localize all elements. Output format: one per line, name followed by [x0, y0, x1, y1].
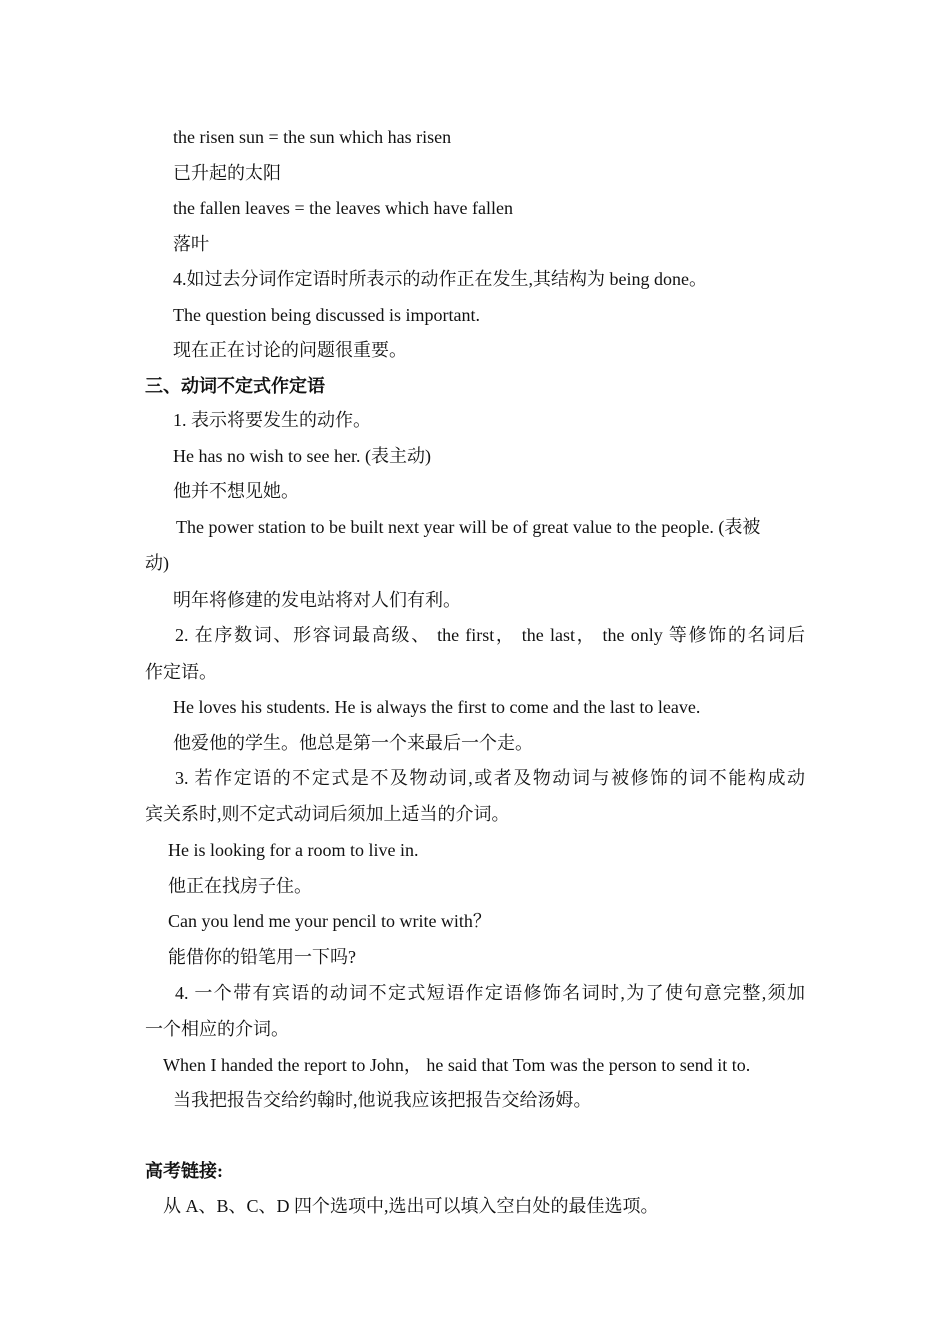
example-wish-en: He has no wish to see her. (表主动) [173, 446, 431, 466]
example-wish-zh: 他并不想见她。 [173, 481, 299, 501]
rule-4-line2: 一个相应的介词。 [145, 1019, 289, 1039]
example-loves-zh: 他爱他的学生。他总是第一个来最后一个走。 [173, 733, 533, 753]
example-report-en: When I handed the report to John， he said that Tom was the person to send it to. [163, 1055, 751, 1075]
example-pencil-zh: 能借你的铅笔用一下吗? [168, 947, 356, 967]
example-report-zh: 当我把报告交给约翰时,他说我应该把报告交给汤姆。 [173, 1090, 592, 1110]
example-power-en-line2: 动) [145, 553, 169, 573]
example-discussed-zh: 现在正在讨论的问题很重要。 [173, 340, 407, 360]
example-loves-en: He loves his students. He is always the first to come and the last to leave. [173, 697, 701, 717]
example-risen-zh: 已升起的太阳 [173, 163, 281, 183]
rule-past-participle-being-done: 4.如过去分词作定语时所表示的动作正在发生,其结构为 being done。 [173, 269, 707, 289]
exam-instruction: 从 A、B、C、D 四个选项中,选出可以填入空白处的最佳选项。 [163, 1196, 659, 1216]
rule-3-line1: 3. 若作定语的不定式是不及物动词,或者及物动词与被修饰的词不能构成动 [175, 768, 805, 788]
example-fallen-en: the fallen leaves = the leaves which have fallen [173, 198, 513, 218]
example-power-en-line1: The power station to be built next year will be of great value to the people. (表被 [176, 517, 761, 537]
example-pencil-en: Can you lend me your pencil to write with？ [168, 911, 491, 931]
example-fallen-zh: 落叶 [173, 234, 209, 254]
rule-2-line2: 作定语。 [145, 662, 217, 682]
section-heading-infinitive: 三、动词不定式作定语 [145, 376, 325, 396]
example-discussed-en: The question being discussed is important. [173, 305, 480, 325]
example-power-zh: 明年将修建的发电站将对人们有利。 [173, 590, 461, 610]
rule-1: 1. 表示将要发生的动作。 [173, 410, 371, 430]
rule-3-line2: 宾关系时,则不定式动词后须加上适当的介词。 [145, 804, 510, 824]
example-room-zh: 他正在找房子住。 [168, 876, 312, 896]
example-room-en: He is looking for a room to live in. [168, 840, 419, 860]
rule-4-line1: 4. 一个带有宾语的动词不定式短语作定语修饰名词时,为了使句意完整,须加 [175, 983, 805, 1003]
section-heading-exam-link: 高考链接: [145, 1161, 223, 1181]
example-risen-en: the risen sun = the sun which has risen [173, 127, 452, 147]
rule-2-line1: 2. 在序数词、形容词最高级、 the first， the last， the only 等修饰的名词后 [175, 625, 805, 645]
